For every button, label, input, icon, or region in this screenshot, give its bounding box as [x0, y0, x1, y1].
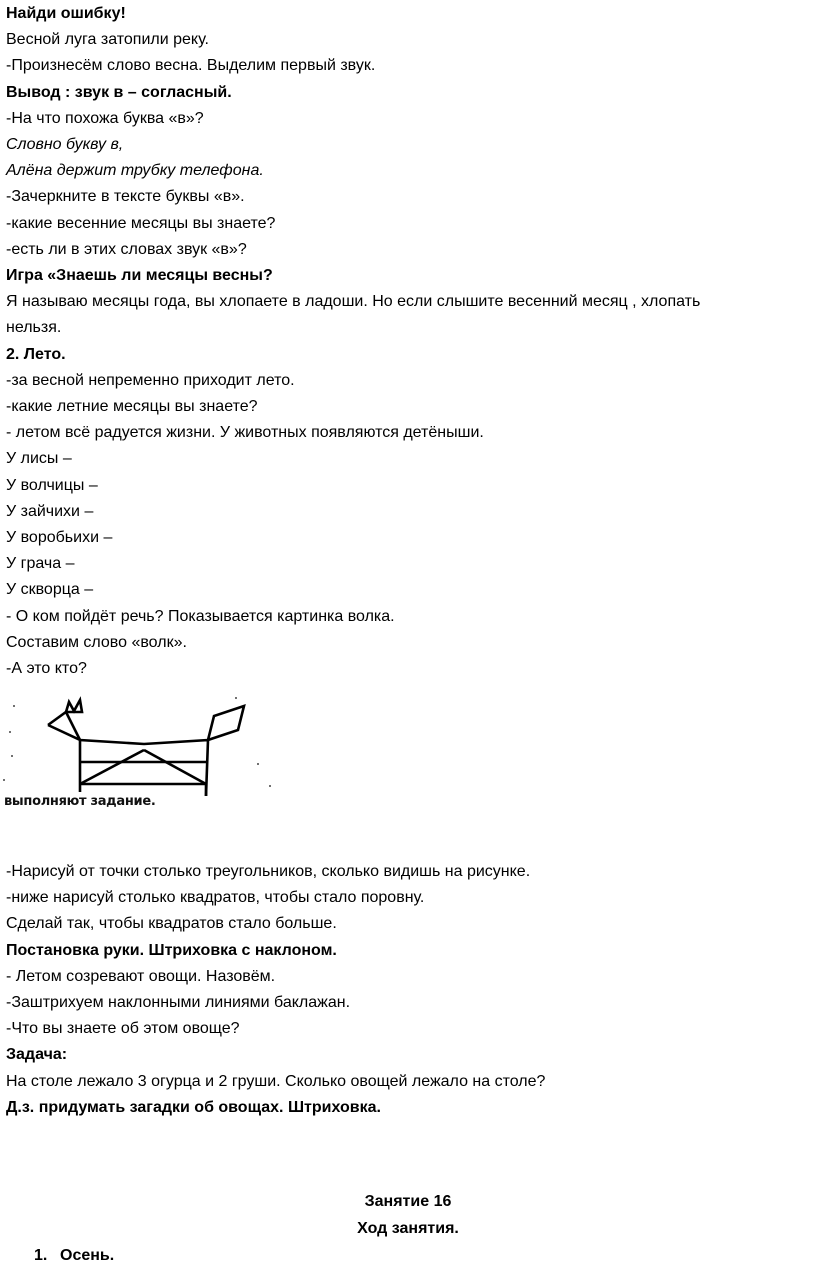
list-item	[34, 1246, 114, 1266]
text-line: 2. Лето.	[6, 345, 66, 363]
text-line: У волчицы –	[6, 476, 98, 494]
text-line: -Зачеркните в тексте буквы «в».	[6, 188, 245, 206]
text-line: -Нарисуй от точки столько треугольников, сколько видишь на рисунке.	[6, 863, 531, 880]
text-line: -А это кто?	[6, 660, 87, 677]
text-line: Д.з. придумать загадки об овощах. Штриховка.	[6, 1098, 381, 1116]
text-line: -ниже нарисуй столько квадратов, чтобы стало поровну.	[6, 889, 425, 907]
text-line: Постановка руки. Штриховка с наклоном.	[6, 941, 337, 959]
text-line: Словно букву в,	[6, 136, 124, 153]
text-line: -Заштрихуем наклонными линиями баклажан.	[6, 994, 351, 1011]
text-line: -какие летние месяцы вы знаете?	[6, 398, 258, 415]
lesson-title: Занятие 16	[364, 1193, 452, 1210]
text-line: На столе лежало 3 огурца и 2 груши. Сколько овощей лежало на столе?	[6, 1072, 546, 1090]
list-item-number: 1.	[34, 1247, 48, 1264]
text-line: -за весной непременно приходит лето.	[6, 371, 295, 389]
text-line: У воробьихи –	[6, 529, 113, 546]
text-line: - летом всё радуется жизни. У животных появляются детёныши.	[6, 424, 484, 442]
text-line: Алёна держит трубку телефона.	[6, 162, 264, 180]
text-line: - О ком пойдёт речь? Показывается картинка волка.	[6, 607, 395, 625]
text-line: У зайчихи –	[6, 502, 94, 520]
text-line: -На что похожа буква «в»?	[6, 109, 204, 127]
text-line: Сделай так, чтобы квадратов стало больше.	[6, 915, 337, 933]
text-line: Найди ошибку!	[6, 5, 126, 22]
text-line: -есть ли в этих словах звук «в»?	[6, 240, 247, 258]
figure-caption: выполняют задание.	[4, 794, 156, 809]
text-line: У скворца –	[6, 581, 94, 599]
text-line: У лисы –	[6, 450, 72, 468]
text-line: -Что вы знаете об этом овоще?	[6, 1020, 240, 1038]
text-line: нельзя.	[6, 319, 62, 337]
text-line: -Произнесём слово весна. Выделим первый звук.	[6, 57, 376, 75]
text-line: Игра «Знаешь ли месяцы весны?	[6, 267, 273, 284]
text-line: Я называю месяцы года, вы хлопаете в ладоши. Но если слышите весенний месяц , хлопать	[6, 293, 701, 311]
text-line: У грача –	[6, 555, 75, 573]
text-line: Весной луга затопили реку.	[6, 31, 209, 49]
lesson-subtitle: Ход занятия.	[357, 1220, 459, 1237]
list-item-text: Осень.	[60, 1247, 115, 1264]
text-line: Составим слово «волк».	[6, 633, 187, 651]
text-line: -какие весенние месяцы вы знаете?	[6, 214, 276, 232]
text-line: Задача:	[6, 1046, 68, 1064]
text-line: Вывод : звук в – согласный.	[6, 83, 232, 101]
text-line: - Летом созревают овощи. Назовём.	[6, 967, 276, 985]
